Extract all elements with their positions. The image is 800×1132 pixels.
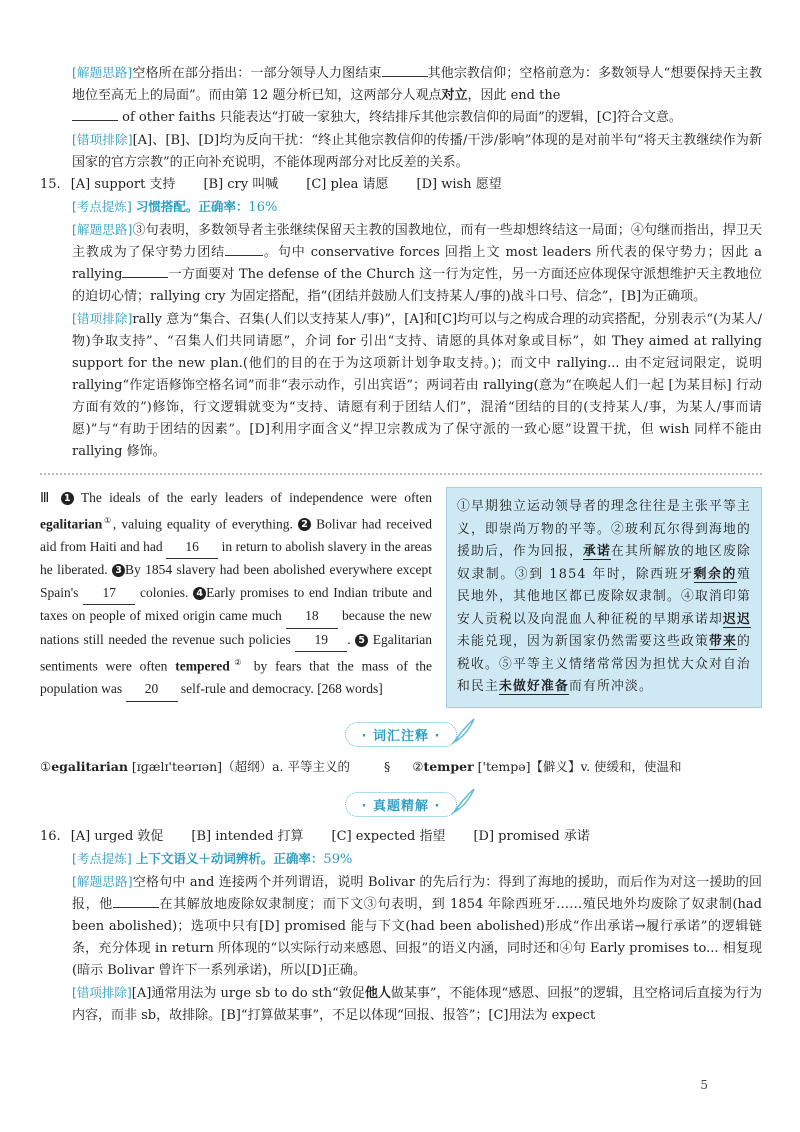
eliminate-paragraph: [错项排除][A]通常用法为 urge sb to do sth“敦促他人做某事”，不能体现“感恩、回报”的逻辑，且空格词后直接为行为内容，而非 sb，故排除。[B]“打算做某事”，不足以体现“回报、报答”；[C]用法为 expect — [72, 984, 762, 1023]
analysis-paragraph: [解题思路]空格句中 and 连接两个并列谓语，说明 Bolivar 的先后行为：得到了海地的援助，而后作为对这一援助的回报，他 在其解放地废除奴隶制度；而下文③句表明，到 1854 年除西班牙……殖民地外均废除了奴隶制(had been abolished)；选项中只有[D] promised 能与下文(had been abolished)形成“作出承诺→履行承诺”的逻辑链条，充分体现 in return 所体现的“以实际行动来感恩、回报”的语义内涵，同时还和④句 Early promises to... 相复现(暗示 Bolivar 曾许下一系列承诺)，所以[D]正确。 — [72, 873, 762, 978]
blank-line — [113, 895, 159, 908]
vocab-entry-2: ②temper ['tempə]【僻义】v. 使缓和，使温和 — [412, 758, 682, 774]
analysis-paragraph: [解题思路]空格所在部分指出：一部分领导人力图结束 其他宗教信仰；空格前意为：多数领导人“想要保持天主教地位至高无上的局面”。而由第 12 题分析已知，这两部分人观点对立，因此 end the of other faiths 只能表达“打破一家独大，终结排斥其他宗教信仰的局面”的逻辑，[C]符合文意。 — [72, 65, 762, 125]
option-a: [A] urged 敦促 — [70, 828, 164, 844]
blank-18[interactable]: 18 — [286, 605, 338, 629]
vocab-word: tempered — [175, 658, 230, 674]
question-number: 16. — [40, 828, 61, 844]
option-c: [C] plea 请愿 — [306, 177, 389, 192]
page-number: 5 — [700, 1078, 708, 1092]
vocab-banner — [40, 722, 762, 748]
blank-17[interactable]: 17 — [83, 582, 135, 606]
vocab-word: egalitarian — [40, 516, 103, 531]
sentence-marker-icon: 5 — [355, 634, 368, 647]
tag-label: [考点提炼] — [72, 199, 132, 214]
accuracy-rate: 16% — [248, 200, 278, 215]
translation-box: ①早期独立运动领导者的理念往往是主张平等主义，即崇尚万物的平等。②玻利瓦尔得到海地的援助后，作为回报，承诺在其所解放的地区废除奴隶制。③到 1854 年时，除西班牙剩余的殖民地外，其他地区都已废除奴隶制。④取消印第安人贡税以及向混血人种征税的早期承诺却迟迟未能兑现，因为新国家仍然需要这些政策带来的税收。⑤平等主义情绪常常因为担忧大众对自治和民主未做好准备而有所冲淡。 — [446, 487, 762, 708]
separator-icon: § — [383, 758, 391, 774]
tag-label: [错项排除] — [72, 132, 133, 147]
passage-text: Ⅲ 1 The ideals of the early leaders of independence were often egalitarian①, valuing equality of everything. 2 Bolivar had received aid from Haiti and had 16 in return to abolish slavery in the areas he liberated. 3 By 1854 slavery had been abolished everywhere except Spain's 17 colonies. 4 Early promises to end Indian tribute and taxes on people of mixed origin came much 18 because the new nations still needed the revenue such policies 19 . 5 Egalitarian sentiments were often tempered② by fears that the mass of the population was 20 self-rule and democracy. [268 words] — [40, 487, 432, 708]
sentence-marker-icon: 3 — [112, 564, 125, 577]
section-roman-numeral: Ⅲ — [40, 490, 54, 505]
exam-banner — [40, 792, 762, 818]
tag-label: [错项排除] — [72, 984, 132, 1000]
section-divider — [40, 473, 762, 475]
key-point-line: [考点提炼] 习惯搭配。正确率：16% — [72, 199, 278, 215]
blank-line — [382, 64, 428, 77]
page-content — [40, 62, 762, 1027]
option-a: [A] support 支持 — [70, 177, 176, 192]
passage-section — [40, 487, 762, 708]
eliminate-paragraph: [错项排除][A]、[B]、[D]均为反向干扰：“终止其他宗教信仰的传播/干涉/影响”体现的是对前半句“将天主教继续作为新国家的官方宗教”的正向补充说明，不能体现两部分对比反差的关系。 — [72, 132, 762, 170]
question-number: 15. — [40, 177, 61, 192]
blank-line — [72, 108, 118, 121]
option-d: [D] wish 愿望 — [416, 177, 502, 192]
option-b: [B] cry 叫喊 — [203, 177, 279, 192]
sentence-marker-icon: 1 — [61, 492, 74, 505]
option-b: [B] intended 打算 — [191, 828, 304, 844]
banner-title: · 词汇注释 · — [345, 722, 458, 747]
feather-pen-icon — [448, 786, 478, 816]
vocab-notes — [40, 756, 762, 778]
tag-label: [错项排除] — [72, 311, 133, 326]
blank-20[interactable]: 20 — [126, 678, 178, 702]
word-count: [268 words] — [317, 681, 383, 696]
sentence-marker-icon: 2 — [298, 518, 311, 531]
tag-label: [解题思路] — [72, 873, 133, 889]
blank-line — [225, 243, 263, 256]
vocab-entry-1: ①egalitarian [ɪɡælɪ'teərɪən]（超纲）a. 平等主义的 — [40, 758, 350, 774]
blank-line — [122, 265, 168, 278]
analysis-paragraph: [解题思路]③句表明，多数领导者主张继续保留天主教的国教地位，而有一些却想终结这一局面；④句继而指出，捍卫天主教成为了保守势力团结 。句中 conservative forces 回指上文 most leaders 所代表的保守势力；因此 a rallying 一方面要对 The defense of the Church 这一行为定性，另一方面还应体现保守派想维护天主教地位的迫切心情；rallying cry 为固定搭配，指“(团结并鼓励人们支持某人/事的)战斗口号、信念”，[B]为正确项。 — [72, 222, 762, 304]
question-16-options — [40, 826, 762, 848]
eliminate-paragraph: [错项排除]rally 意为“集合、召集(人们以支持某人/事)”，[A]和[C]均可以与之构成合理的动宾搭配，分别表示“(为某人/物)争取支持”、“召集人们共同请愿”，介词 for 引出“支持、请愿的具体对象或目标”，如 They aimed at rallying support for the new plan.(他们的目的在于为这项新计划争取支持。)；而文中 rallying... 由不定冠词限定，说明 rallying“作定语修饰空格名词”而非“表示动作，引出宾语”；两词若由 rallying(意为“在唤起人们一起 [为某目标] 行动方面有效的”)修饰，行文逻辑就变为“支持、请愿有利于团结人们”，混淆“团结的目的(支持某人/事，为某人/事而请愿)”与“有助于团结的因素”。[D]利用字面含义“捍卫宗教成为了保守派的一致心愿”设置干扰，但 wish 同样不能由 rallying 修饰。 — [72, 311, 762, 459]
option-d: [D] promised 承诺 — [473, 828, 590, 844]
blank-19[interactable]: 19 — [295, 629, 347, 653]
accuracy-rate: 59% — [323, 851, 353, 867]
banner-title: · 真题精解 · — [345, 792, 458, 817]
blank-16[interactable]: 16 — [166, 536, 218, 560]
sentence-marker-icon: 4 — [193, 587, 206, 600]
tag-label: [解题思路] — [72, 222, 133, 237]
feather-pen-icon — [448, 716, 478, 746]
question-15-options — [40, 174, 762, 196]
tag-label: [考点提炼] — [72, 850, 132, 866]
key-point-line: [考点提炼] 上下文语义＋动词辨析。正确率：59% — [72, 850, 353, 867]
option-c: [C] expected 指望 — [331, 828, 446, 844]
tag-label: [解题思路] — [72, 65, 133, 80]
